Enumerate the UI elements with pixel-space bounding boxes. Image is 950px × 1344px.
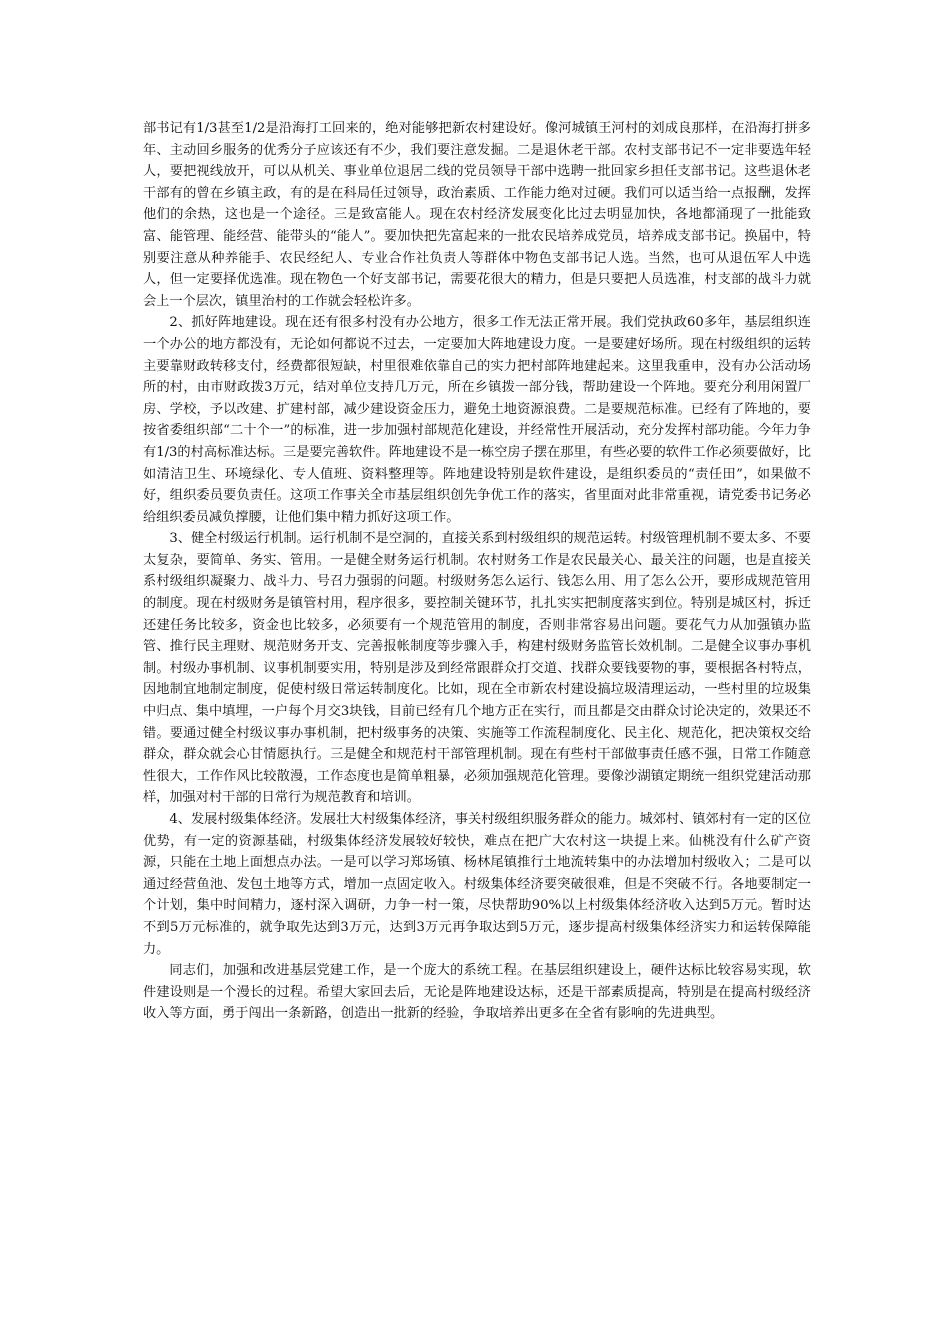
paragraph-position-building: 2、抓好阵地建设。现在还有很多村没有办公地方，很多工作无法正常开展。我们党执政60多年，基层组织连一个办公的地方都没有，无论如何都说不过去，一定要加大阵地建设力度。一是要建好场所。现在村级组织的运转主要靠财政转移支付，经费都很短缺，村里很难依靠自己的实力把村部阵地建起来。这里我重申，没有办公活动场所的村，由市财政拨3万元，结对单位支持几万元，所在乡镇拨一部分钱，帮助建设一个阵地。要充分利用闲置厂房、学校，予以改建、扩建村部，减少建设资金压力，避免土地资源浪费。二是要规范标准。已经有了阵地的，要按省委组织部“二十个一”的标准，进一步加强村部规范化建设，并经常性开展活动，充分发挥村部功能。今年力争有1/3的村高标准达标。三是要完善软件。阵地建设不是一栋空房子摆在那里，有些必要的软件工作必须要做好，比如清洁卫生、环境绿化、专人值班、资料整理等。阵地建设特别是软件建设，是组织委员的“责任田”，如果做不好，组织委员要负责任。这项工作事关全市基层组织创先争优工作的落实，省里面对此非常重视，请党委书记务必给组织委员减负撑腰，让他们集中精力抓好这项工作。 [143,315,811,525]
paragraph-conclusion: 同志们，加强和改进基层党建工作，是一个庞大的系统工程。在基层组织建设上，硬件达标比较容易实现，软件建设则是一个漫长的过程。希望大家回去后，无论是阵地建设达标，还是干部素质提高，特别是在提高村级经济收入等方面，勇于闯出一条新路，创造出一批新的经验，争取培养出更多在全省有影响的先进典型。 [143,963,811,1022]
paragraph-continuation: 部书记有1/3甚至1/2是沿海打工回来的，绝对能够把新农村建设好。像河城镇王河村的刘成良那样，在沿海打拼多年、主动回乡服务的优秀分子应该还有不少，我们要注意发掘。二是退休老干部。农村支部书记不一定非要选年轻人，要把视线放开，可以从机关、事业单位退居二线的党员领导干部中选聘一批回家乡担任支部书记。这些退休老干部有的曾在乡镇主政，有的是在科局任过领导，政治素质、工作能力绝对过硬。我们可以适当给一点报酬，发挥他们的余热，这也是一个途径。三是致富能人。现在农村经济发展变化比过去明显加快，各地都涌现了一批能致富、能管理、能经营、能带头的“能人”。要加快把先富起来的一批农民培养成党员，培养成支部书记。换届中，特别要注意从种养能手、农民经纪人、专业合作社负责人等群体中物色支部书记人选。当然，也可从退伍军人中选人，但一定要择优选准。现在物色一个好支部书记，需要花很大的精力，但是只要把人员选准，村支部的战斗力就会上一个层次，镇里治村的工作就会轻松许多。 [143,121,811,309]
paragraph-collective-economy: 4、发展村级集体经济。发展壮大村级集体经济，事关村级组织服务群众的能力。城郊村、镇郊村有一定的区位优势，有一定的资源基础，村级集体经济发展较好较快，难点在把广大农村这一块提上来。仙桃没有什么矿产资源，只能在土地上面想点办法。一是可以学习郑场镇、杨林尾镇推行土地流转集中的办法增加村级收入；二是可以通过经营鱼池、发包土地等方式，增加一点固定收入。村级集体经济要突破很难，但是不突破不行。各地要制定一个计划，集中时间精力，逐村深入调研，力争一村一策，尽快帮助90%以上村级集体经济收入达到5万元。暂时达不到5万元标准的，就争取先达到3万元，达到3万元再争取达到5万元，逐步提高村级集体经济实力和运转保障能力。 [143,812,811,957]
paragraph-operating-mechanism: 3、健全村级运行机制。运行机制不是空洞的，直接关系到村级组织的规范运转。村级管理机制不要太多、不要太复杂，要简单、务实、管用。一是健全财务运行机制。农村财务工作是农民最关心、最关注的问题，也是直接关系村级组织凝聚力、战斗力、号召力强弱的问题。村级财务怎么运行、钱怎么用、用了怎么公开，要形成规范管用的制度。现在村级财务是镇管村用，程序很多，要控制关键环节，扎扎实实把制度落实到位。特别是城区村，拆迁还建任务比较多，资金也比较多，必须要有一个规范管用的制度，否则非常容易出问题。要花气力从加强镇办监管、推行民主理财、规范财务开支、完善报帐制度等步骤入手，构建村级财务监管长效机制。二是健全议事办事机制。村级办事机制、议事机制要实用，特别是涉及到经常跟群众打交道、找群众要钱要物的事，要根据各村特点，因地制宜地制定制度，促使村级日常运转制度化。比如，现在全市新农村建设搞垃圾清理运动，一些村里的垃圾集中归点、集中填埋，一户每个月交3块钱，目前已经有几个地方正在实行，而且都是交由群众讨论决定的，效果还不错。要通过健全村级议事办事机制，把村级事务的决策、实施等工作流程制度化、民主化、规范化，把决策权交给群众，群众就会心甘情愿执行。三是健全和规范村干部管理机制。现在有些村干部做事责任感不强，日常工作随意性很大，工作作风比较散漫，工作态度也是简单粗暴，必须加强规范化管理。要像沙湖镇定期统一组织党建活动那样，加强对村干部的日常行为规范教育和培训。 [143,531,811,806]
document-page [143,118,811,1025]
